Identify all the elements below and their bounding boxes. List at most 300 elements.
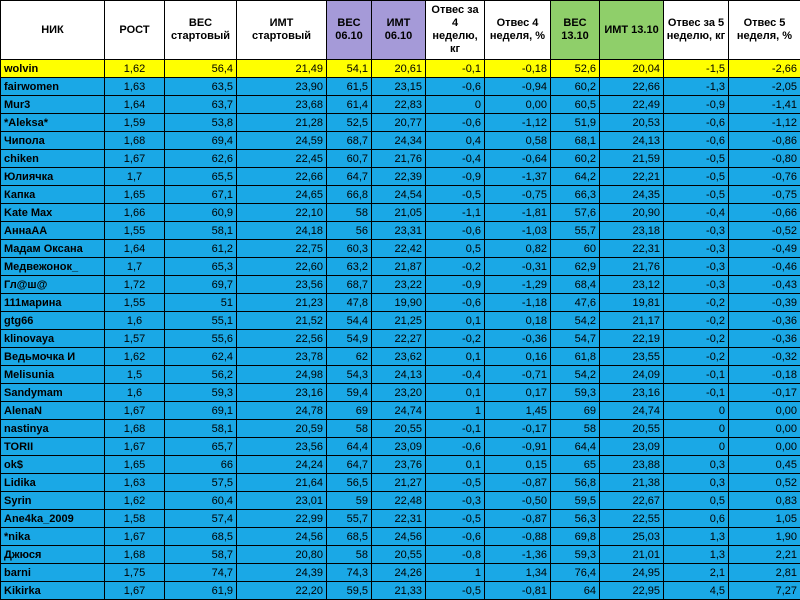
table-row (1, 366, 800, 384)
value-cell: 22,66 (600, 78, 664, 96)
value-cell: 24,74 (600, 402, 664, 420)
value-cell: 1,67 (105, 150, 165, 168)
value-cell: 1,72 (105, 276, 165, 294)
value-cell: 60,7 (327, 150, 372, 168)
nick-cell: Чипола (1, 132, 105, 150)
value-cell: 1,68 (105, 546, 165, 564)
value-cell: 1,62 (105, 348, 165, 366)
value-cell: 0,16 (485, 348, 551, 366)
value-cell: 1,65 (105, 186, 165, 204)
value-cell: -1,37 (485, 168, 551, 186)
value-cell: -0,3 (426, 492, 485, 510)
value-cell: 22,67 (600, 492, 664, 510)
value-cell: 59,4 (327, 384, 372, 402)
value-cell: 1,6 (105, 312, 165, 330)
value-cell: 55,7 (551, 222, 600, 240)
value-cell: 61,5 (327, 78, 372, 96)
value-cell: 56,4 (165, 60, 237, 78)
value-cell: -0,64 (485, 150, 551, 168)
value-cell: 24,54 (372, 186, 426, 204)
value-cell: -0,9 (664, 96, 729, 114)
value-cell: 58 (327, 204, 372, 222)
value-cell: 0,1 (426, 348, 485, 366)
column-header: Отвес 4 неделя, % (485, 1, 551, 60)
value-cell: -0,9 (426, 276, 485, 294)
table-row (1, 528, 800, 546)
value-cell: 1,55 (105, 222, 165, 240)
table-row (1, 438, 800, 456)
value-cell: 57,4 (165, 510, 237, 528)
value-cell: 23,62 (372, 348, 426, 366)
value-cell: 0 (664, 420, 729, 438)
table-row (1, 474, 800, 492)
nick-cell: Kikirka (1, 582, 105, 600)
nick-cell: Капка (1, 186, 105, 204)
table-row (1, 222, 800, 240)
value-cell: 24,65 (237, 186, 327, 204)
table-row (1, 456, 800, 474)
value-cell: 22,31 (372, 510, 426, 528)
value-cell: 47,6 (551, 294, 600, 312)
value-cell: 65,5 (165, 168, 237, 186)
value-cell: 23,01 (237, 492, 327, 510)
value-cell: 23,90 (237, 78, 327, 96)
header-row (1, 1, 800, 60)
value-cell: 21,76 (600, 258, 664, 276)
value-cell: 20,55 (372, 420, 426, 438)
value-cell: 56,2 (165, 366, 237, 384)
value-cell: 54,2 (551, 366, 600, 384)
value-cell: -0,5 (664, 186, 729, 204)
value-cell: 0,82 (485, 240, 551, 258)
value-cell: 68,5 (165, 528, 237, 546)
column-header: НИК (1, 1, 105, 60)
value-cell: -0,32 (729, 348, 800, 366)
value-cell: -0,9 (426, 168, 485, 186)
value-cell: 1,63 (105, 474, 165, 492)
nick-cell: fairwomen (1, 78, 105, 96)
value-cell: 21,64 (237, 474, 327, 492)
value-cell: 1,05 (729, 510, 800, 528)
value-cell: -1,1 (426, 204, 485, 222)
value-cell: 24,13 (600, 132, 664, 150)
value-cell: 1,68 (105, 132, 165, 150)
value-cell: -0,6 (426, 438, 485, 456)
value-cell: -0,91 (485, 438, 551, 456)
value-cell: 23,88 (600, 456, 664, 474)
value-cell: 59,5 (327, 582, 372, 600)
value-cell: 59,3 (551, 546, 600, 564)
table-row (1, 492, 800, 510)
value-cell: 22,55 (600, 510, 664, 528)
value-cell: 69,7 (165, 276, 237, 294)
nick-cell: Гл@ш@ (1, 276, 105, 294)
value-cell: 22,10 (237, 204, 327, 222)
value-cell: 22,19 (600, 330, 664, 348)
value-cell: 21,01 (600, 546, 664, 564)
value-cell: 7,27 (729, 582, 800, 600)
value-cell: -0,6 (664, 132, 729, 150)
value-cell: 22,83 (372, 96, 426, 114)
table-row (1, 240, 800, 258)
value-cell: 58 (327, 546, 372, 564)
column-header: Отвес за 4 неделю, кг (426, 1, 485, 60)
value-cell: 24,56 (372, 528, 426, 546)
value-cell: 56,8 (551, 474, 600, 492)
value-cell: 1,3 (664, 528, 729, 546)
column-header: ИМТ стартовый (237, 1, 327, 60)
nick-cell: 111марина (1, 294, 105, 312)
table-row (1, 168, 800, 186)
value-cell: 0,45 (729, 456, 800, 474)
value-cell: -2,05 (729, 78, 800, 96)
value-cell: 0,58 (485, 132, 551, 150)
table-row (1, 384, 800, 402)
nick-cell: Ведьмочка И (1, 348, 105, 366)
table-row (1, 312, 800, 330)
value-cell: -0,4 (664, 204, 729, 222)
value-cell: 54,2 (551, 312, 600, 330)
value-cell: 0,52 (729, 474, 800, 492)
value-cell: 20,80 (237, 546, 327, 564)
value-cell: 1,7 (105, 258, 165, 276)
value-cell: 24,13 (372, 366, 426, 384)
value-cell: 67,1 (165, 186, 237, 204)
value-cell: 0 (664, 402, 729, 420)
value-cell: -0,2 (664, 294, 729, 312)
value-cell: 0 (664, 438, 729, 456)
value-cell: -0,17 (729, 384, 800, 402)
value-cell: 23,56 (237, 438, 327, 456)
value-cell: 24,09 (600, 366, 664, 384)
value-cell: 23,18 (600, 222, 664, 240)
value-cell: 1 (426, 564, 485, 582)
value-cell: 21,38 (600, 474, 664, 492)
column-header: Отвес 5 неделя, % (729, 1, 800, 60)
value-cell: 0,3 (664, 474, 729, 492)
value-cell: -0,8 (426, 546, 485, 564)
value-cell: 63,7 (165, 96, 237, 114)
value-cell: 22,45 (237, 150, 327, 168)
value-cell: 22,49 (600, 96, 664, 114)
value-cell: 21,27 (372, 474, 426, 492)
value-cell: -1,81 (485, 204, 551, 222)
value-cell: -0,36 (729, 312, 800, 330)
value-cell: 68,7 (327, 276, 372, 294)
value-cell: -0,5 (664, 168, 729, 186)
nick-cell: Mur3 (1, 96, 105, 114)
value-cell: 22,20 (237, 582, 327, 600)
value-cell: 1,90 (729, 528, 800, 546)
value-cell: -0,3 (664, 240, 729, 258)
value-cell: -0,46 (729, 258, 800, 276)
value-cell: 22,42 (372, 240, 426, 258)
value-cell: 19,90 (372, 294, 426, 312)
value-cell: -0,6 (426, 294, 485, 312)
value-cell: 60,5 (551, 96, 600, 114)
value-cell: -0,76 (729, 168, 800, 186)
value-cell: 0,6 (664, 510, 729, 528)
value-cell: -0,39 (729, 294, 800, 312)
value-cell: 0,5 (426, 240, 485, 258)
value-cell: 0,00 (729, 402, 800, 420)
value-cell: 59,3 (165, 384, 237, 402)
value-cell: 21,05 (372, 204, 426, 222)
value-cell: 22,56 (237, 330, 327, 348)
value-cell: 51,9 (551, 114, 600, 132)
value-cell: 22,99 (237, 510, 327, 528)
value-cell: 24,26 (372, 564, 426, 582)
value-cell: 56,3 (551, 510, 600, 528)
value-cell: -0,5 (426, 186, 485, 204)
value-cell: -0,6 (426, 114, 485, 132)
value-cell: 62 (327, 348, 372, 366)
value-cell: 1,65 (105, 456, 165, 474)
value-cell: 69 (551, 402, 600, 420)
value-cell: 0,4 (426, 132, 485, 150)
value-cell: 24,39 (237, 564, 327, 582)
table-row (1, 186, 800, 204)
value-cell: -0,49 (729, 240, 800, 258)
value-cell: -0,6 (664, 114, 729, 132)
nick-cell: gtg66 (1, 312, 105, 330)
column-header: ВЕС стартовый (165, 1, 237, 60)
nick-cell: Lidika (1, 474, 105, 492)
value-cell: -0,81 (485, 582, 551, 600)
nick-cell: nastinya (1, 420, 105, 438)
value-cell: 20,55 (372, 546, 426, 564)
value-cell: 21,49 (237, 60, 327, 78)
value-cell: 0,00 (485, 96, 551, 114)
value-cell: 47,8 (327, 294, 372, 312)
value-cell: 1,75 (105, 564, 165, 582)
value-cell: 23,16 (600, 384, 664, 402)
value-cell: 54,9 (327, 330, 372, 348)
value-cell: -0,18 (729, 366, 800, 384)
value-cell: 22,21 (600, 168, 664, 186)
value-cell: 23,78 (237, 348, 327, 366)
table-row (1, 402, 800, 420)
table-row (1, 582, 800, 600)
value-cell: 56,5 (327, 474, 372, 492)
value-cell: -0,18 (485, 60, 551, 78)
value-cell: 0,1 (426, 384, 485, 402)
value-cell: 60,2 (551, 150, 600, 168)
value-cell: 1,62 (105, 60, 165, 78)
value-cell: -0,94 (485, 78, 551, 96)
value-cell: 58,7 (165, 546, 237, 564)
value-cell: -0,75 (729, 186, 800, 204)
value-cell: 64,7 (327, 168, 372, 186)
nick-cell: Kate Max (1, 204, 105, 222)
value-cell: 1,67 (105, 528, 165, 546)
value-cell: 21,52 (237, 312, 327, 330)
value-cell: 24,56 (237, 528, 327, 546)
value-cell: -1,18 (485, 294, 551, 312)
value-cell: 0,1 (426, 312, 485, 330)
table-row (1, 510, 800, 528)
value-cell: 54,3 (327, 366, 372, 384)
value-cell: 69 (327, 402, 372, 420)
nick-cell: *nika (1, 528, 105, 546)
value-cell: -0,5 (426, 510, 485, 528)
value-cell: 1,67 (105, 438, 165, 456)
value-cell: 20,90 (600, 204, 664, 222)
value-cell: 23,16 (237, 384, 327, 402)
value-cell: 1 (426, 402, 485, 420)
value-cell: 23,31 (372, 222, 426, 240)
table-row (1, 294, 800, 312)
nick-cell: AlenaN (1, 402, 105, 420)
column-header: ВЕС 06.10 (327, 1, 372, 60)
value-cell: 22,60 (237, 258, 327, 276)
value-cell: 54,1 (327, 60, 372, 78)
value-cell: 1,7 (105, 168, 165, 186)
value-cell: 24,95 (600, 564, 664, 582)
value-cell: 1,64 (105, 96, 165, 114)
value-cell: 22,39 (372, 168, 426, 186)
value-cell: -0,36 (729, 330, 800, 348)
table-row (1, 258, 800, 276)
value-cell: 64,2 (551, 168, 600, 186)
value-cell: 61,2 (165, 240, 237, 258)
value-cell: 1,34 (485, 564, 551, 582)
value-cell: 21,59 (600, 150, 664, 168)
value-cell: 74,3 (327, 564, 372, 582)
value-cell: -0,3 (664, 276, 729, 294)
value-cell: 76,4 (551, 564, 600, 582)
column-header: ИМТ 06.10 (372, 1, 426, 60)
nick-cell: klinovaya (1, 330, 105, 348)
value-cell: -0,6 (426, 528, 485, 546)
value-cell: -1,5 (664, 60, 729, 78)
value-cell: 23,09 (372, 438, 426, 456)
nick-cell: Мадам Оксана (1, 240, 105, 258)
value-cell: 1,67 (105, 402, 165, 420)
value-cell: 21,33 (372, 582, 426, 600)
value-cell: 20,55 (600, 420, 664, 438)
value-cell: 1,66 (105, 204, 165, 222)
value-cell: 1,45 (485, 402, 551, 420)
column-header: ВЕС 13.10 (551, 1, 600, 60)
value-cell: 61,4 (327, 96, 372, 114)
table-row (1, 132, 800, 150)
value-cell: 22,27 (372, 330, 426, 348)
nick-cell: chiken (1, 150, 105, 168)
value-cell: -0,3 (664, 222, 729, 240)
value-cell: 58 (327, 420, 372, 438)
value-cell: 20,53 (600, 114, 664, 132)
value-cell: 1,63 (105, 78, 165, 96)
value-cell: 63,5 (165, 78, 237, 96)
value-cell: 23,20 (372, 384, 426, 402)
value-cell: 23,76 (372, 456, 426, 474)
value-cell: 0,00 (729, 420, 800, 438)
value-cell: -0,36 (485, 330, 551, 348)
value-cell: -0,52 (729, 222, 800, 240)
value-cell: -0,43 (729, 276, 800, 294)
value-cell: -1,36 (485, 546, 551, 564)
table-row (1, 150, 800, 168)
value-cell: 62,9 (551, 258, 600, 276)
value-cell: 2,81 (729, 564, 800, 582)
value-cell: 1,64 (105, 240, 165, 258)
column-header: ИМТ 13.10 (600, 1, 664, 60)
table-row (1, 276, 800, 294)
value-cell: 66,8 (327, 186, 372, 204)
table-header (1, 1, 800, 60)
value-cell: 59,3 (551, 384, 600, 402)
nick-cell: Джюся (1, 546, 105, 564)
nick-cell: wolvin (1, 60, 105, 78)
nick-cell: barni (1, 564, 105, 582)
value-cell: -0,2 (426, 258, 485, 276)
value-cell: 65 (551, 456, 600, 474)
value-cell: 1,57 (105, 330, 165, 348)
value-cell: 1,3 (664, 546, 729, 564)
value-cell: 19,81 (600, 294, 664, 312)
value-cell: 0,1 (426, 456, 485, 474)
value-cell: 51 (165, 294, 237, 312)
table-row (1, 546, 800, 564)
value-cell: 21,17 (600, 312, 664, 330)
value-cell: 0,00 (729, 438, 800, 456)
table-row (1, 60, 800, 78)
value-cell: -1,29 (485, 276, 551, 294)
value-cell: 69,4 (165, 132, 237, 150)
nick-cell: Ane4ka_2009 (1, 510, 105, 528)
value-cell: -0,2 (664, 348, 729, 366)
value-cell: 59,5 (551, 492, 600, 510)
value-cell: -0,5 (426, 582, 485, 600)
value-cell: 2,1 (664, 564, 729, 582)
table-row (1, 96, 800, 114)
value-cell: 69,1 (165, 402, 237, 420)
value-cell: 0,18 (485, 312, 551, 330)
table-row (1, 78, 800, 96)
value-cell: 55,1 (165, 312, 237, 330)
value-cell: 0,5 (664, 492, 729, 510)
nick-cell: Медвежонок_ (1, 258, 105, 276)
value-cell: 57,5 (165, 474, 237, 492)
value-cell: 53,8 (165, 114, 237, 132)
value-cell: -0,71 (485, 366, 551, 384)
table-row (1, 564, 800, 582)
value-cell: 21,87 (372, 258, 426, 276)
value-cell: 24,24 (237, 456, 327, 474)
value-cell: 1,58 (105, 510, 165, 528)
value-cell: 1,68 (105, 420, 165, 438)
value-cell: 62,6 (165, 150, 237, 168)
value-cell: 24,18 (237, 222, 327, 240)
value-cell: 21,76 (372, 150, 426, 168)
value-cell: -0,31 (485, 258, 551, 276)
value-cell: 55,7 (327, 510, 372, 528)
value-cell: 60,4 (165, 492, 237, 510)
nick-cell: Юлиячка (1, 168, 105, 186)
value-cell: -0,17 (485, 420, 551, 438)
value-cell: 58,1 (165, 420, 237, 438)
value-cell: 55,6 (165, 330, 237, 348)
value-cell: -0,1 (664, 366, 729, 384)
value-cell: 23,09 (600, 438, 664, 456)
value-cell: -0,5 (426, 474, 485, 492)
value-cell: 65,3 (165, 258, 237, 276)
value-cell: 68,1 (551, 132, 600, 150)
value-cell: 4,5 (664, 582, 729, 600)
value-cell: 68,7 (327, 132, 372, 150)
value-cell: 23,68 (237, 96, 327, 114)
